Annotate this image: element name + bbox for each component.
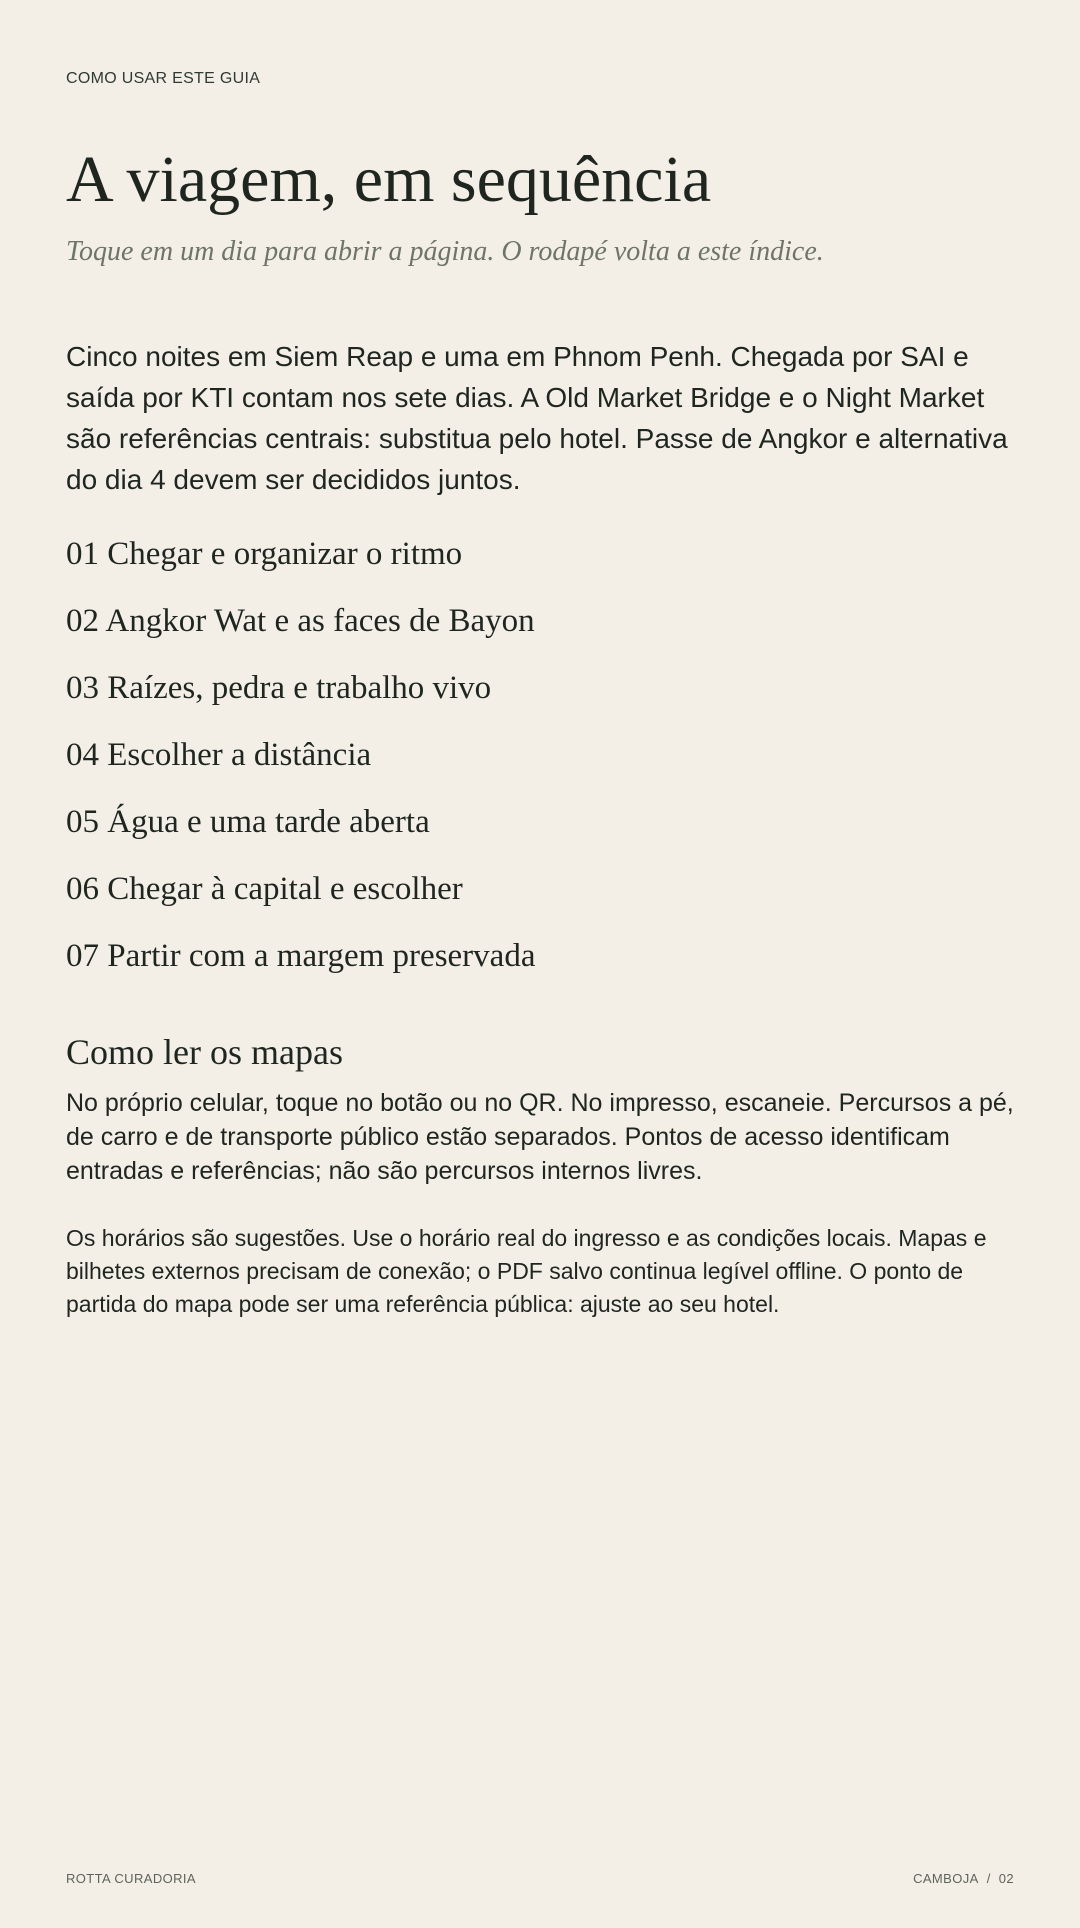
day-link-01[interactable]: 01 Chegar e organizar o ritmo bbox=[66, 536, 463, 572]
intro-paragraph: Cinco noites em Siem Reap e uma em Phnom Penh. Chegada por SAI e saída por KTI contam nos sete dias. A Old Market Bridge e o Night Market são referências centrais: substitua pelo hotel. Passe de Angkor e alternativa do dia 4 devem ser decididos juntos. bbox=[66, 341, 1008, 495]
day-link-05[interactable]: 05 Água e uma tarde aberta bbox=[66, 804, 430, 840]
page-title: A viagem, em sequência bbox=[66, 143, 712, 216]
maps-section-title: Como ler os mapas bbox=[66, 1032, 343, 1072]
section-eyebrow: COMO USAR ESTE GUIA bbox=[66, 70, 261, 87]
footer-brand: ROTTA CURADORIA bbox=[66, 1871, 196, 1886]
day-link-06[interactable]: 06 Chegar à capital e escolher bbox=[66, 871, 463, 907]
footer-page-number: 02 bbox=[998, 1871, 1014, 1886]
maps-paragraph-2: Os horários são sugestões. Use o horário real do ingresso e as condições locais. Mapas e bilhetes externos precisam de conexão; o PDF salvo continua legível offline. O ponto de partida do mapa pode ser uma referência pública: ajuste ao seu hotel. bbox=[66, 1225, 987, 1317]
day-index-list bbox=[66, 531, 535, 1000]
day-link-02[interactable]: 02 Angkor Wat e as faces de Bayon bbox=[66, 603, 535, 639]
footer-separator: / bbox=[986, 1871, 991, 1886]
footer-country: CAMBOJA bbox=[913, 1871, 979, 1886]
footer-page-info[interactable] bbox=[913, 1871, 1014, 1886]
maps-paragraph-1: No próprio celular, toque no botão ou no QR. No impresso, escaneie. Percursos a pé, de carro e de transporte público estão separados. Pontos de acesso identificam entradas e referências; não são percursos internos livres. bbox=[66, 1089, 1014, 1185]
day-link-07[interactable]: 07 Partir com a margem preservada bbox=[66, 938, 536, 974]
day-link-04[interactable]: 04 Escolher a distância bbox=[66, 737, 372, 773]
day-link-03[interactable]: 03 Raízes, pedra e trabalho vivo bbox=[66, 670, 492, 706]
page-subtitle: Toque em um dia para abrir a página. O rodapé volta a este índice. bbox=[66, 236, 824, 267]
guide-page bbox=[66, 0, 1014, 1928]
